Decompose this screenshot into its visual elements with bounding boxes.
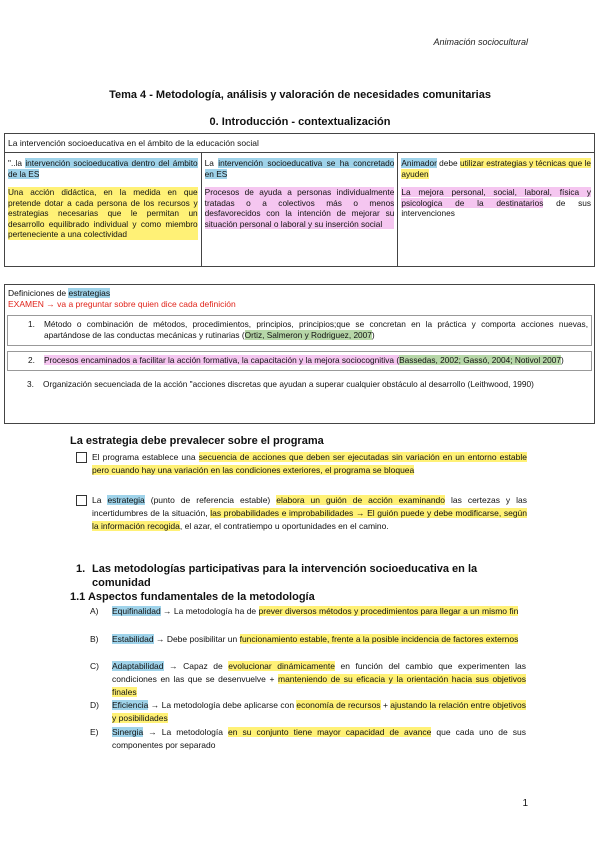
item-letter: C) (90, 661, 99, 671)
highlight: secuencia de acciones que deben ser ejecutadas sin variación en un entorno estable pero cuando hay una variación en las condiciones exteriores, el programa se bloquea (92, 452, 528, 475)
item-number: 2. (28, 355, 35, 365)
list-item (90, 605, 526, 618)
text: en función del cambio que experimenten las condiciones en las que se desenvuelve + (112, 661, 526, 684)
section-number: 1. (76, 563, 86, 575)
citation: Ortiz, Salmeron y Rodriguez, 2007 (244, 330, 372, 340)
text: , el azar, el contratiempo u oportunidades en el camino. (179, 521, 389, 531)
text: → La metodología (143, 727, 229, 737)
text: → La metodología ha de (160, 606, 259, 616)
item-number: 1. (28, 319, 35, 329)
text: debe (436, 158, 460, 168)
definition-item (7, 315, 592, 346)
highlight: utilizar estrategias y técnicas que le ayuden (401, 158, 592, 179)
term: Sinergia (112, 727, 144, 737)
highlight: intervención socioeducativa se ha concretado en ES (204, 158, 395, 179)
text: La (204, 158, 219, 168)
text: las certezas y las incertidumbres de la situación, (92, 495, 527, 518)
term: Eficiencia (112, 700, 149, 710)
intro-col-1 (5, 153, 201, 267)
item-number: 3. (27, 379, 34, 389)
list-item (90, 726, 526, 752)
highlight: Animador (401, 158, 437, 168)
text: Organización secuenciada de la acción "acciones discretas que ayudan a superar cualquier obstáculo al desarrollo (Leithwood, 1990) (43, 379, 534, 389)
term: Estabilidad (112, 634, 154, 644)
text: → Debe posibilitar un (153, 634, 240, 644)
text: → Capaz de (163, 661, 229, 671)
intro-table (4, 133, 595, 267)
text: ) (371, 330, 375, 340)
definitions-label (8, 288, 591, 299)
citation: Bassedas, 2002; Gassó, 2004; Notivol 2007 (399, 355, 561, 365)
item-letter: D) (90, 700, 99, 710)
intro-col-2 (201, 153, 398, 267)
item-letter: B) (90, 634, 99, 644)
intro-heading: 0. Introducción - contextualización (209, 116, 391, 128)
running-header: Animación sociocultural (433, 37, 528, 47)
text: Procesos encaminados a facilitar la acción formativa, la capacitación y la mejora sociocognitiva ( (44, 355, 400, 365)
highlight: estrategias (68, 288, 111, 298)
highlight: elabora un guión de acción examinando (276, 495, 446, 505)
highlight: intervención socioeducativa dentro del ámbito de la ES (8, 158, 198, 179)
item-letter: E) (90, 727, 99, 737)
subsection-heading: 1.1 Aspectos fundamentales de la metodología (70, 591, 315, 603)
item-letter: A) (90, 606, 99, 616)
highlight: economía de recursos (296, 700, 381, 710)
text: → La metodología debe aplicarse con (148, 700, 297, 710)
list-item (90, 699, 526, 725)
highlight: La mejora personal, social, laboral, física y psicologica de la destinatarios (401, 187, 592, 208)
definition-text: Una acción didáctica, en la medida en que pretende dotar a cada persona de los recursos y estrategias necesarias que le permitan un desarrollo equilibrado individual y como miembro perteneciente a una colectividad (8, 187, 198, 239)
text: ) (561, 355, 564, 365)
strategy-heading: La estrategia debe prevalecer sobre el programa (70, 435, 324, 447)
text: "..la (8, 158, 26, 168)
text: El programa establece una (92, 452, 199, 462)
text: Método o combinación de métodos, procedimientos, principios, principios;que se concretan en la práctica y comporta acciones nuevas, apartándose de las conductas mecánicas y rutinarias ( (44, 319, 588, 340)
text: que cada uno de sus componentes por separado (112, 727, 526, 750)
definition-item (7, 351, 592, 371)
checklist-item (92, 451, 527, 477)
list-item (90, 660, 526, 699)
text: (punto de referencia estable) (144, 495, 277, 505)
highlight: funcionamiento estable, frente a la posible incidencia de factores externos (239, 634, 519, 644)
term: Adaptabilidad (112, 661, 164, 671)
checklist-item (92, 494, 527, 533)
highlight: evolucionar dinámicamente (228, 661, 335, 671)
highlight: las probabilidades e improbabilidades → El guión puede y debe modificarse, según la información recogida (92, 508, 527, 531)
term: Equifinalidad (112, 606, 161, 616)
page-number: 1 (522, 798, 528, 809)
text: Definiciones de (8, 288, 69, 298)
checkbox[interactable] (76, 452, 87, 463)
definition-item (7, 376, 592, 394)
highlight: en su conjunto tiene mayor capacidad de avance (228, 727, 432, 737)
checkbox[interactable] (76, 495, 87, 506)
section-title: Las metodologías participativas para la intervención socioeducativa en la comunidad (92, 563, 478, 589)
intro-table-heading: La intervención socioeducativa en el ámbito de la educación social (5, 134, 594, 153)
highlight: manteniendo de su eficacia y la orientación hacia sus objetivos finales (112, 674, 526, 697)
list-item (90, 633, 526, 646)
intro-col-3 (397, 153, 594, 267)
page-title: Tema 4 - Metodología, análisis y valoración de necesidades comunitarias (109, 89, 491, 101)
text: La (92, 495, 108, 505)
exam-note: EXAMEN → va a preguntar sobre quien dice cada definición (8, 299, 236, 309)
highlight: prever diversos métodos y procedimientos para llegar a un mismo fin (258, 606, 519, 616)
highlight: estrategia (107, 495, 145, 505)
text: de sus intervenciones (401, 197, 591, 218)
highlight: ajustando la relación entre objetivos y posibilidades (112, 700, 526, 723)
section-heading (76, 562, 522, 590)
definition-text: Procesos de ayuda a personas individualmente tratadas o a colectivos más o menos desfavorecidos con la intención de mejorar su situación personal o laboral y su inserción social (204, 187, 395, 229)
definitions-box (4, 284, 595, 424)
text: + (380, 700, 391, 710)
